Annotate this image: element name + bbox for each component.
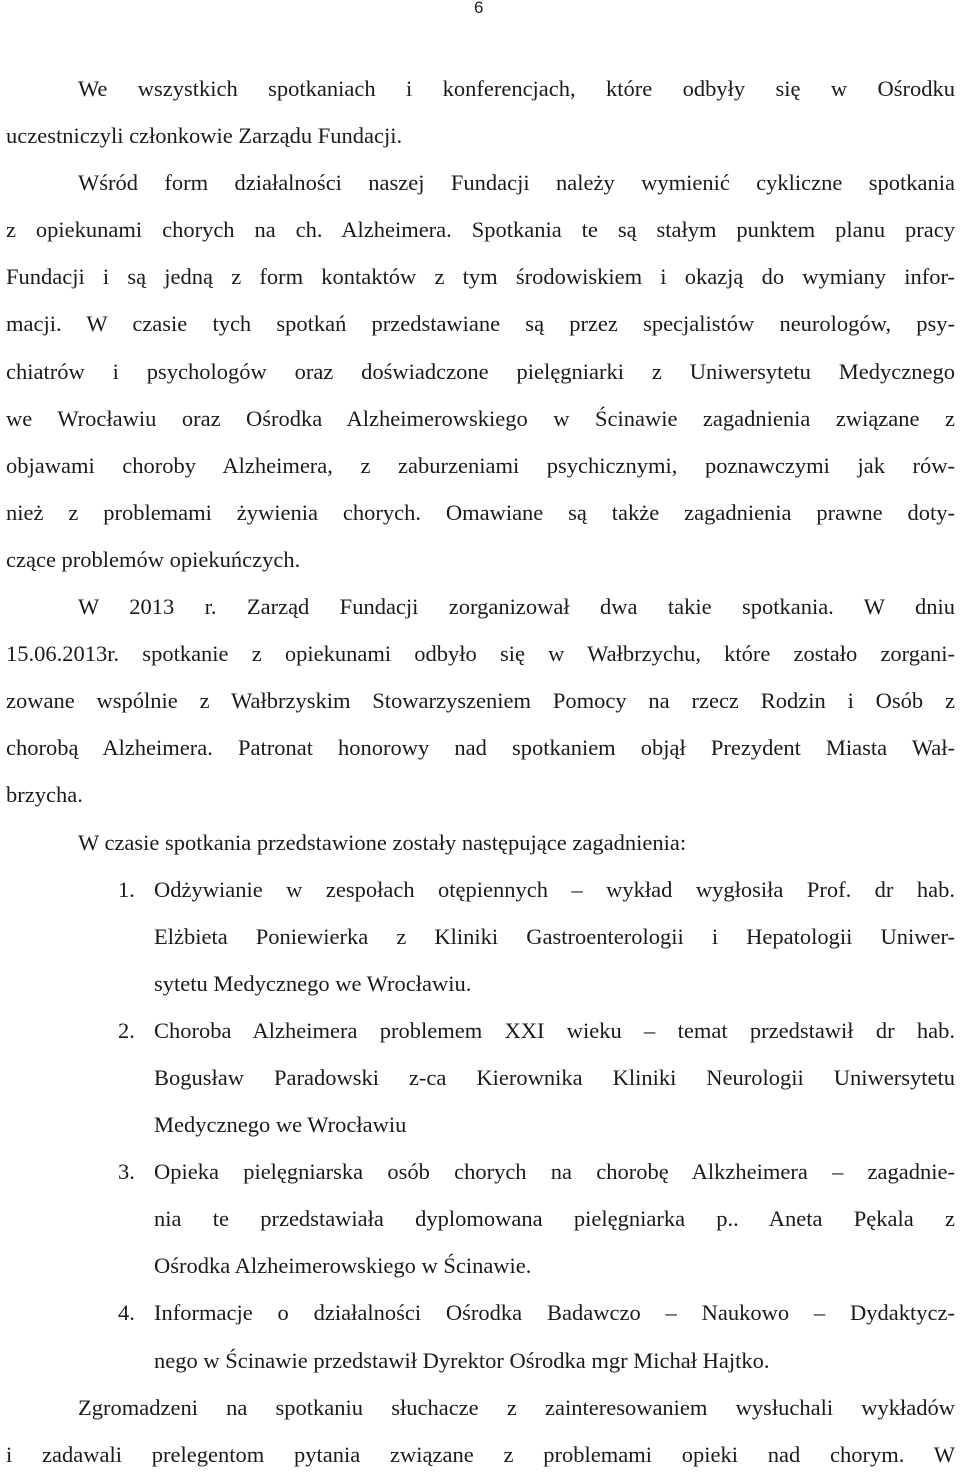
paragraph-cyclic-meetings bbox=[6, 159, 955, 583]
text-line: Opieka pielęgniarska osób chorych na chorobę Alkzheimera – zagadnie- bbox=[154, 1159, 955, 1185]
text-line: i zadawali prelegentom pytania związane z problemami opieki nad chorym. W bbox=[6, 1441, 955, 1467]
list-item bbox=[6, 1148, 955, 1289]
text-line: czące problemów opiekuńczych. bbox=[6, 546, 301, 572]
paragraph-topics-intro bbox=[6, 819, 955, 866]
page-number: 6 bbox=[474, 0, 484, 17]
list-item bbox=[6, 866, 955, 1007]
text-line: brzycha. bbox=[6, 782, 83, 808]
text-line: chorobą Alzheimera. Patronat honorowy nad spotkaniem objął Prezydent Miasta Wał- bbox=[6, 735, 955, 761]
text-line: Odżywianie w zespołach otępiennych – wykład wygłosiła Prof. dr hab. bbox=[154, 876, 955, 902]
text-line: sytetu Medycznego we Wrocławiu. bbox=[154, 970, 472, 996]
text-line: uczestniczyli członkowie Zarządu Fundacji. bbox=[6, 123, 403, 149]
document-body bbox=[6, 65, 955, 1478]
text-line: macji. W czasie tych spotkań przedstawiane są przez specjalistów neurologów, psy- bbox=[6, 311, 955, 337]
text-line: W czasie spotkania przedstawione zostały następujące zagadnienia: bbox=[78, 829, 687, 855]
text-line: Ośrodka Alzheimerowskiego w Ścinawie. bbox=[154, 1253, 532, 1279]
text-line: Bogusław Paradowski z-ca Kierownika Kliniki Neurologii Uniwersytetu bbox=[154, 1064, 955, 1090]
paragraph-meetings-intro bbox=[6, 65, 955, 159]
text-line: W 2013 r. Zarząd Fundacji zorganizował dwa takie spotkania. W dniu bbox=[78, 594, 955, 620]
text-line: nież z problemami żywienia chorych. Omawiane są także zagadnienia prawne doty- bbox=[6, 499, 955, 525]
text-line: we Wrocławiu oraz Ośrodka Alzheimerowskiego w Ścinawie zagadnienia związane z bbox=[6, 405, 955, 431]
text-line: Zgromadzeni na spotkaniu słuchacze z zainteresowaniem wysłuchali wykładów bbox=[78, 1394, 955, 1420]
paragraph-2013-meetings bbox=[6, 583, 955, 818]
list-item bbox=[6, 1007, 955, 1148]
text-line: zowane wspólnie z Wałbrzyskim Stowarzyszeniem Pomocy na rzecz Rodzin i Osób z bbox=[6, 688, 955, 714]
text-line: Elżbieta Poniewierka z Kliniki Gastroenterologii i Hepatologii Uniwer- bbox=[154, 923, 955, 949]
text-line: z opiekunami chorych na ch. Alzheimera. Spotkania te są stałym punktem planu pracy bbox=[6, 217, 955, 243]
text-line: We wszystkich spotkaniach i konferencjach, które odbyły się w Ośrodku bbox=[78, 76, 955, 101]
list-number: 4. bbox=[118, 1300, 135, 1326]
text-line: 15.06.2013r. spotkanie z opiekunami odbyło się w Wałbrzychu, które zostało zorgani- bbox=[6, 641, 955, 667]
text-line: Wśród form działalności naszej Fundacji należy wymienić cykliczne spotkania bbox=[78, 170, 955, 196]
list-item bbox=[6, 1289, 955, 1383]
paragraph-closing bbox=[6, 1384, 955, 1478]
text-line: objawami choroby Alzheimera, z zaburzeniami psychicznymi, poznawczymi jak rów- bbox=[6, 452, 955, 478]
text-line: nego w Ścinawie przedstawił Dyrektor Ośrodka mgr Michał Hajtko. bbox=[154, 1347, 770, 1373]
text-line: nia te przedstawiała dyplomowana pielęgniarka p.. Aneta Pękala z bbox=[154, 1206, 955, 1232]
text-line: Informacje o działalności Ośrodka Badawczo – Naukowo – Dydaktycz- bbox=[154, 1300, 955, 1326]
list-number: 1. bbox=[118, 876, 135, 902]
topics-list bbox=[6, 866, 955, 1384]
text-line: Fundacji i są jedną z form kontaktów z tym środowiskiem i okazją do wymiany infor- bbox=[6, 264, 955, 290]
text-line: Choroba Alzheimera problemem XXI wieku – temat przedstawił dr hab. bbox=[154, 1017, 955, 1043]
text-line: chiatrów i psychologów oraz doświadczone pielęgniarki z Uniwersytetu Medycznego bbox=[6, 358, 955, 384]
list-number: 2. bbox=[118, 1017, 135, 1043]
text-line: Medycznego we Wrocławiu bbox=[154, 1112, 407, 1138]
list-number: 3. bbox=[118, 1159, 135, 1185]
